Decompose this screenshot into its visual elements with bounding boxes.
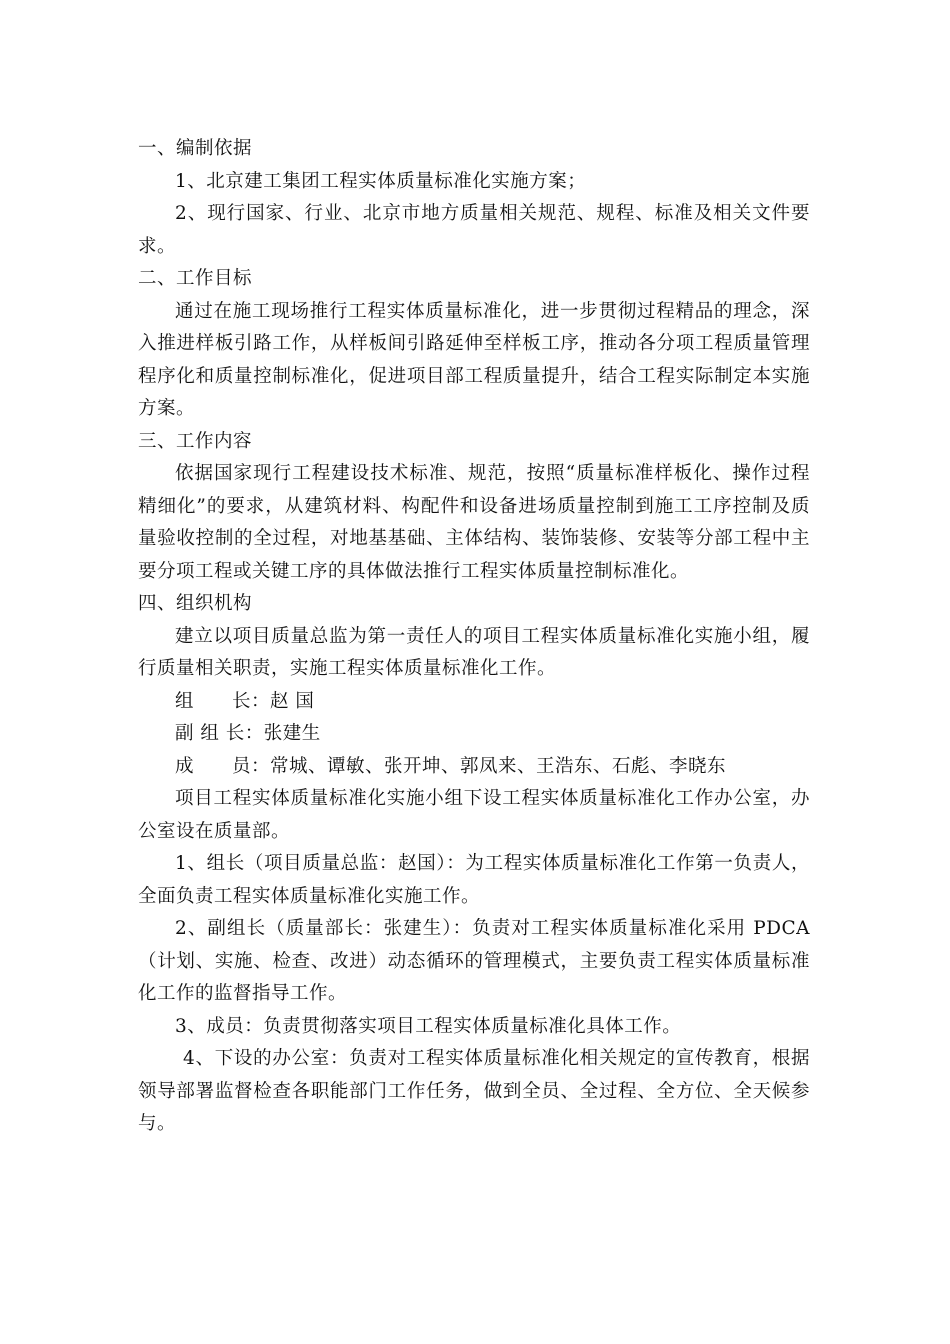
document-body [138, 133, 810, 1141]
content-paragraph: 依据国家现行工程建设技术标准、规范，按照“质量标准样板化、操作过程精细化”的要求，从建筑材料、构配件和设备进场质量控制到施工工序控制及质量验收控制的全过程，对地基基础、主体结构、装饰装修、安装等分部工程中主要分项工程或关键工序的具体做法推行工程实体质量控制标准化。 [138, 463, 810, 582]
section-heading-basis: 一、编制依据 [138, 138, 253, 159]
duty-deputy: 2、副组长（质量部长：张建生）：负责对工程实体质量标准化采用 PDCA（计划、实施、检查、改进）动态循环的管理模式，主要负责工程实体质量标准化工作的监督指导工作。 [138, 918, 810, 1004]
duty-office: 4、下设的办公室：负责对工程实体质量标准化相关规定的宣传教育，根据领导部署监督检查各职能部门工作任务，做到全员、全过程、全方位、全天候参与。 [138, 1048, 810, 1134]
section-heading-organization: 四、组织机构 [138, 593, 253, 614]
duty-members: 3、成员：负责贯彻落实项目工程实体质量标准化具体工作。 [175, 1015, 682, 1037]
section-heading-content: 三、工作内容 [138, 430, 253, 452]
basis-item-1: 1、北京建工集团工程实体质量标准化实施方案； [175, 170, 587, 192]
section-heading-goal: 二、工作目标 [138, 268, 253, 289]
goal-paragraph: 通过在施工现场推行工程实体质量标准化，进一步贯彻过程精品的理念，深入推进样板引路工作，从样板间引路延伸至样板工序，推动各分项工程质量管理程序化和质量控制标准化，促进项目部工程质量提升，结合工程实际制定本实施方案。 [138, 300, 810, 419]
organization-office: 项目工程实体质量标准化实施小组下设工程实体质量标准化工作办公室，办公室设在质量部。 [138, 788, 810, 842]
roster-members: 成 员：常城、谭敏、张开坤、郭凤来、王浩东、石彪、李晓东 [175, 755, 727, 777]
duty-leader: 1、组长（项目质量总监：赵国）：为工程实体质量标准化工作第一负责人，全面负责工程实体质量标准化实施工作。 [138, 853, 810, 907]
organization-intro: 建立以项目质量总监为第一责任人的项目工程实体质量标准化实施小组，履行质量相关职责，实施工程实体质量标准化工作。 [138, 625, 810, 679]
roster-leader: 组 长：赵 国 [175, 690, 315, 712]
basis-item-2: 2、现行国家、行业、北京市地方质量相关规范、规程、标准及相关文件要求。 [138, 203, 810, 257]
roster-deputy: 副 组 长：张建生 [175, 723, 321, 744]
